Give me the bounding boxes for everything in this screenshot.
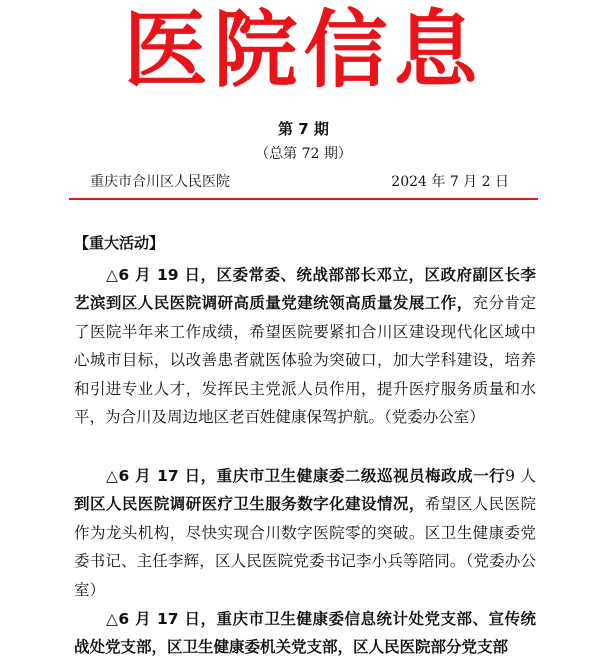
total-issue-number: （总第 72 期） <box>255 146 352 162</box>
news-item-body: 充分肯定了医院半年来工作成绩，希望医院要紧扣合川区建设现代化区域中心城市目标，以改善患者就医体验为突破口，加大学科建设，培养和引进专业人才，发挥民主党派人员作用，提升医疗服务质量和水平，为合川及周边地区老百姓健康保驾护航。（党委办公室） <box>74 294 536 427</box>
issue-number: 第 7 期 <box>278 120 329 138</box>
news-item <box>74 261 536 431</box>
news-item <box>74 605 536 662</box>
section-title: 【重大活动】 <box>74 234 165 252</box>
masthead-title: 医院信息 <box>123 0 484 99</box>
news-item-headline-cont: 到区人民医院调研医疗卫生服务数字化建设情况， <box>74 495 425 514</box>
news-item-headline: △6 月 17 日，重庆市卫生健康委二级巡视员梅政成一行 <box>106 467 506 485</box>
issue-date: 2024 年 7 月 2 日 <box>391 174 509 190</box>
issuer-name: 重庆市合川区人民医院 <box>90 174 230 190</box>
news-item-count: 9 人 <box>505 467 536 485</box>
news-item <box>74 462 536 604</box>
news-item-headline: △6 月 17 日，重庆市卫生健康委信息统计处党支部、宣传统战处党支部，区卫生健康委机关党支部，区人民医院部分党支部 <box>74 610 536 657</box>
news-item-body: 希望区人民医院作为龙头机构，尽快实现合川数字医院零的突破。区卫生健康委党委书记、主任李辉，区人民医院党委书记李小兵等陪同。（党委办公室） <box>74 495 536 599</box>
red-divider-line <box>69 198 538 200</box>
news-item-headline: △6 月 19 日，区委常委、统战部部长邓立，区政府副区长李艺滨到区人民医院调研高质量党建统领高质量发展工作， <box>74 266 536 313</box>
